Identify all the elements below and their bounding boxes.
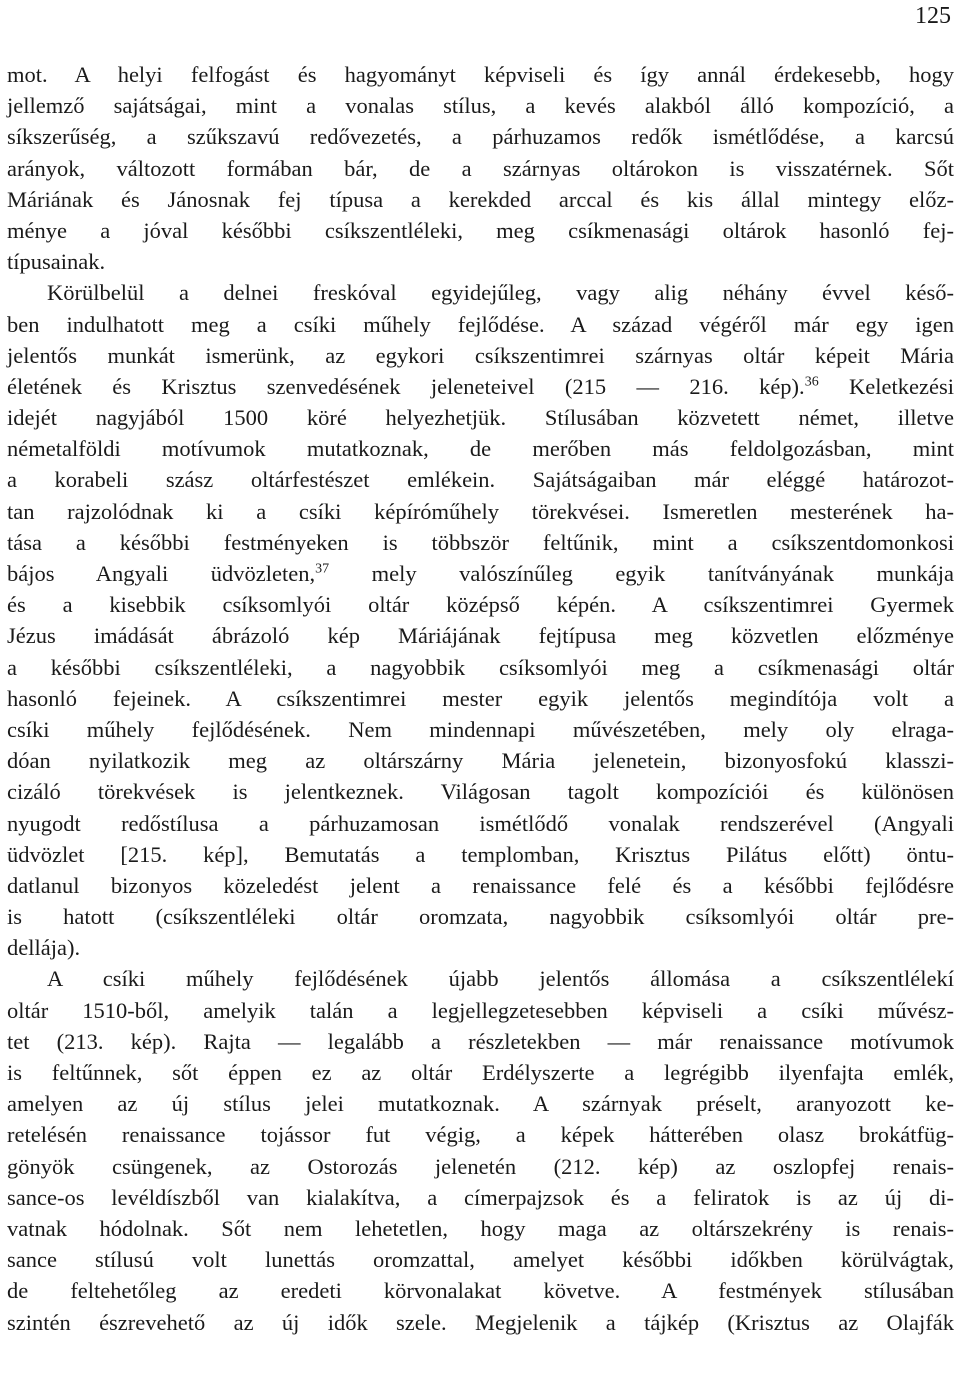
text-line	[7, 184, 954, 215]
text-line	[7, 932, 954, 963]
text-line	[7, 995, 954, 1026]
footnote-reference: 36	[804, 374, 819, 390]
line-text: oltár 1510-ből, amelyik talán a legjellegzetesebben képviseli a csíki művész-	[7, 997, 954, 1023]
text-line	[7, 558, 954, 589]
line-text: nyugodt redőstílusa a párhuzamosan ismétlődő vonalak rendszerével (Angyali	[7, 810, 954, 836]
line-text: szintén észrevehető az új idők szele. Megjelenik a tájkép (Krisztus az Olajfák	[7, 1309, 954, 1335]
line-text: síkszerűség, a szűkszavú redővezetés, a párhuzamos redők ismétlődése, a karcsú	[7, 124, 954, 150]
line-text-continued: mely valószínűleg egyik tanítványának munkája	[329, 561, 954, 586]
text-line	[7, 1307, 954, 1338]
line-text: cizáló törekvések is jelentkeznek. Világosan tagolt kompozíciói és különösen	[7, 779, 954, 805]
text-line	[7, 1088, 954, 1119]
line-text: tan rajzolódnak ki a csíki képíróműhely törekvései. Ismeretlen mesterének ha-	[7, 498, 954, 524]
line-text: üdvözlet [215. kép], Bemutatás a templomban, Krisztus Pilátus előtt) öntu-	[7, 841, 954, 867]
line-text: és a kisebbik csíksomlyói oltár középső képén. A csíkszentimrei Gyermek	[7, 592, 954, 618]
line-text: Máriának és Jánosnak fej típusa a kerekded arccal és kis állal mintegy előz-	[7, 186, 954, 212]
text-line	[7, 1151, 954, 1182]
text-line	[7, 745, 954, 776]
text-line	[7, 277, 954, 308]
line-text: is feltűnnek, sőt éppen ez az oltár Erdélyszerte a legrégibb ilyenfajta emlék,	[7, 1060, 954, 1085]
text-line	[7, 620, 954, 651]
text-line	[7, 527, 954, 558]
line-text: dellája).	[7, 935, 81, 961]
text-line	[7, 1119, 954, 1150]
line-text: típusainak.	[7, 249, 106, 275]
text-line	[7, 371, 954, 402]
page-number: 125	[915, 3, 951, 29]
line-text: Körülbelül a delnei freskóval egyidejűleg, vagy alig néhány évvel késő-	[47, 280, 954, 306]
line-text: jellemző sajátságai, mint a vonalas stílus, a kevés alakból álló kompozíció, a	[7, 93, 954, 119]
line-text: sance stílusú volt lunettás oromzattal, amelyet későbbi időkben körülvágtak,	[7, 1247, 954, 1273]
line-text: ménye a jóval későbbi csíkszentléleki, meg csíkmenasági oltárok hasonló fej-	[7, 217, 954, 243]
text-line	[7, 776, 954, 807]
text-line	[7, 402, 954, 433]
text-line	[7, 683, 954, 714]
text-line	[7, 1026, 954, 1057]
text-line	[7, 433, 954, 464]
line-text: ben indulhatott meg a csíki műhely fejlődése. A század végéről már egy igen	[7, 311, 954, 337]
text-line	[7, 90, 954, 121]
line-text: hasonló fejeinek. A csíkszentimrei mester egyik jelentős megindítója volt a	[7, 685, 954, 711]
text-line	[7, 963, 954, 994]
text-line	[7, 59, 954, 90]
line-text: Jézus imádását ábrázoló kép Máriájának fejtípusa meg közvetlen előzménye	[7, 623, 954, 649]
line-text: retelésén renaissance tojássor fut végig, a képek hátterében olasz brokátfüg-	[7, 1122, 954, 1148]
line-text: mot. A helyi felfogást és hagyományt képviseli és így annál érdekesebb, hogy	[7, 62, 954, 87]
text-line	[7, 589, 954, 620]
footnote-reference: 37	[315, 561, 330, 577]
text-line	[7, 464, 954, 495]
line-text: tet (213. kép). Rajta — legalább a részletekben — már renaissance motívumok	[7, 1028, 954, 1054]
text-line	[7, 839, 954, 870]
text-line	[7, 1244, 954, 1275]
text-line	[7, 153, 954, 184]
line-text: életének és Krisztus szenvedésének jeleneteivel (215 — 216. kép).	[7, 373, 805, 399]
text-body	[7, 59, 954, 1338]
text-line	[7, 901, 954, 932]
text-line	[7, 496, 954, 527]
line-text: amelyen az új stílus jelei mutatkoznak. A szárnyak préselt, aranyozott ke-	[7, 1091, 954, 1117]
text-line	[7, 246, 954, 277]
line-text: jelentős munkát ismerünk, az egykori csíkszentimrei szárnyas oltár képeit Mária	[7, 342, 954, 368]
line-text: a korabeli szász oltárfestészet emlékein. Sajátságaiban már eléggé határozot-	[7, 467, 954, 493]
line-text-continued: Keletkezési	[818, 373, 954, 399]
line-text: a későbbi csíkszentléleki, a nagyobbik csíksomlyói meg a csíkmenasági oltár	[7, 654, 954, 680]
line-text: vatnak hódolnak. Sőt nem lehetetlen, hogy maga az oltárszekrény is renais-	[7, 1215, 954, 1241]
text-line	[7, 1213, 954, 1244]
line-text: sance-os levéldíszből van kialakítva, a címerpajzsok és a feliratok is az új di-	[7, 1184, 954, 1210]
line-text: datlanul bizonyos közeledést jelent a renaissance felé és a későbbi fejlődésre	[7, 872, 954, 898]
line-text: A csíki műhely fejlődésének újabb jelentős állomása a csíkszentlélekí	[47, 966, 954, 992]
line-text: csíki műhely fejlődésének. Nem mindennapi művészetében, mely oly elraga-	[7, 716, 954, 742]
line-text: arányok, változott formában bár, de a szárnyas oltárokon is visszatérnek. Sőt	[7, 155, 954, 181]
line-text: gönyök csüngenek, az Ostorozás jelenetén (212. kép) az oszlopfej renais-	[7, 1153, 954, 1179]
line-text: bájos Angyali üdvözleten,	[7, 561, 316, 586]
text-line	[7, 714, 954, 745]
text-line	[7, 215, 954, 246]
line-text: de feltehetőleg az eredeti körvonalakat követve. A festmények stílusában	[7, 1278, 954, 1304]
text-line	[7, 870, 954, 901]
line-text: dóan nyilatkozik meg az oltárszárny Mária jelenetein, bizonyosfokú klasszi-	[7, 748, 954, 774]
text-line	[7, 121, 954, 152]
text-line	[7, 309, 954, 340]
text-line	[7, 340, 954, 371]
text-line	[7, 808, 954, 839]
line-text: tása a későbbi festményeken is többször feltűnik, mint a csíkszentdomonkosi	[7, 529, 954, 555]
text-line	[7, 652, 954, 683]
line-text: idejét nagyjából 1500 köré helyezhetjük. Stílusában közvetett német, illetve	[7, 405, 954, 431]
line-text: németalföldi motívumok mutatkoznak, de merőben más feldolgozásban, mint	[7, 436, 954, 462]
text-line	[7, 1275, 954, 1306]
text-line	[7, 1057, 954, 1088]
text-line	[7, 1182, 954, 1213]
line-text: is hatott (csíkszentléleki oltár oromzata, nagyobbik csíksomlyói oltár pre-	[7, 904, 954, 930]
